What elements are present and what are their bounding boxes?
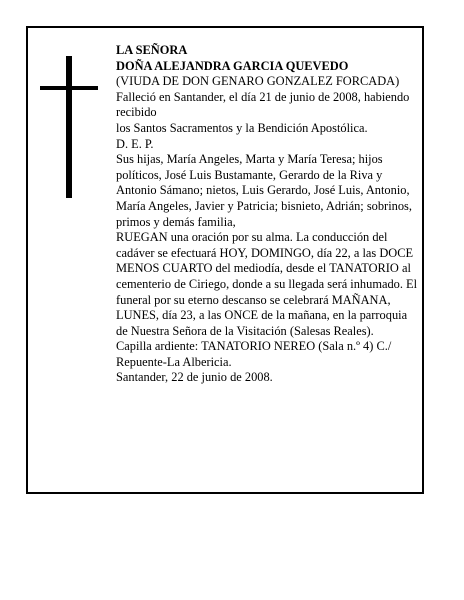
cross-icon xyxy=(40,56,98,198)
cross-vertical-bar xyxy=(66,56,72,198)
notice-text xyxy=(116,43,418,386)
deceased-name: DOÑA ALEJANDRA GARCIA QUEVEDO xyxy=(116,58,349,73)
obituary-notice xyxy=(26,26,424,494)
request-paragraph: RUEGAN una oración por su alma. La conducción del cadáver se efectuará HOY, DOMINGO, día 22, a las DOCE MENOS CUARTO del mediodía, desde el TANATORIO al cementerio de Ciriego, donde a su llegada será inhumado. El funeral por su eterno descanso se celebrará MAÑANA, LUNES, día 23, a las ONCE de la mañana, en la parroquia de Nuestra Señora de la Visitación (Salesas Reales). xyxy=(116,230,418,338)
heading-line: LA SEÑORA xyxy=(116,43,188,57)
cross-horizontal-bar xyxy=(40,86,98,90)
rip-line: D. E. P. xyxy=(116,136,154,151)
place-date-line: Santander, 22 de junio de 2008. xyxy=(116,370,273,385)
death-line-1: Falleció en Santander, el día 21 de junio de 2008, habiendo recibido xyxy=(116,89,410,120)
chapel-line: Capilla ardiente: TANATORIO NEREO (Sala n.º 4) C./ Repuente-La Albericia. xyxy=(116,339,392,369)
family-paragraph: Sus hijas, María Angeles, Marta y María Teresa; hijos políticos, José Luis Bustamante, Gerardo de la Riva y Antonio Sámano; nietos, Luis Gerardo, José Luis, Antonio, María Angeles, Javier y Patricia; bisnieto, Adrián; sobrinos, primos y demás familia, xyxy=(116,152,412,229)
widow-of-line: (VIUDA DE DON GENARO GONZALEZ FORCADA) xyxy=(116,74,400,89)
death-line-2: los Santos Sacramentos y la Bendición Apostólica. xyxy=(116,120,368,135)
